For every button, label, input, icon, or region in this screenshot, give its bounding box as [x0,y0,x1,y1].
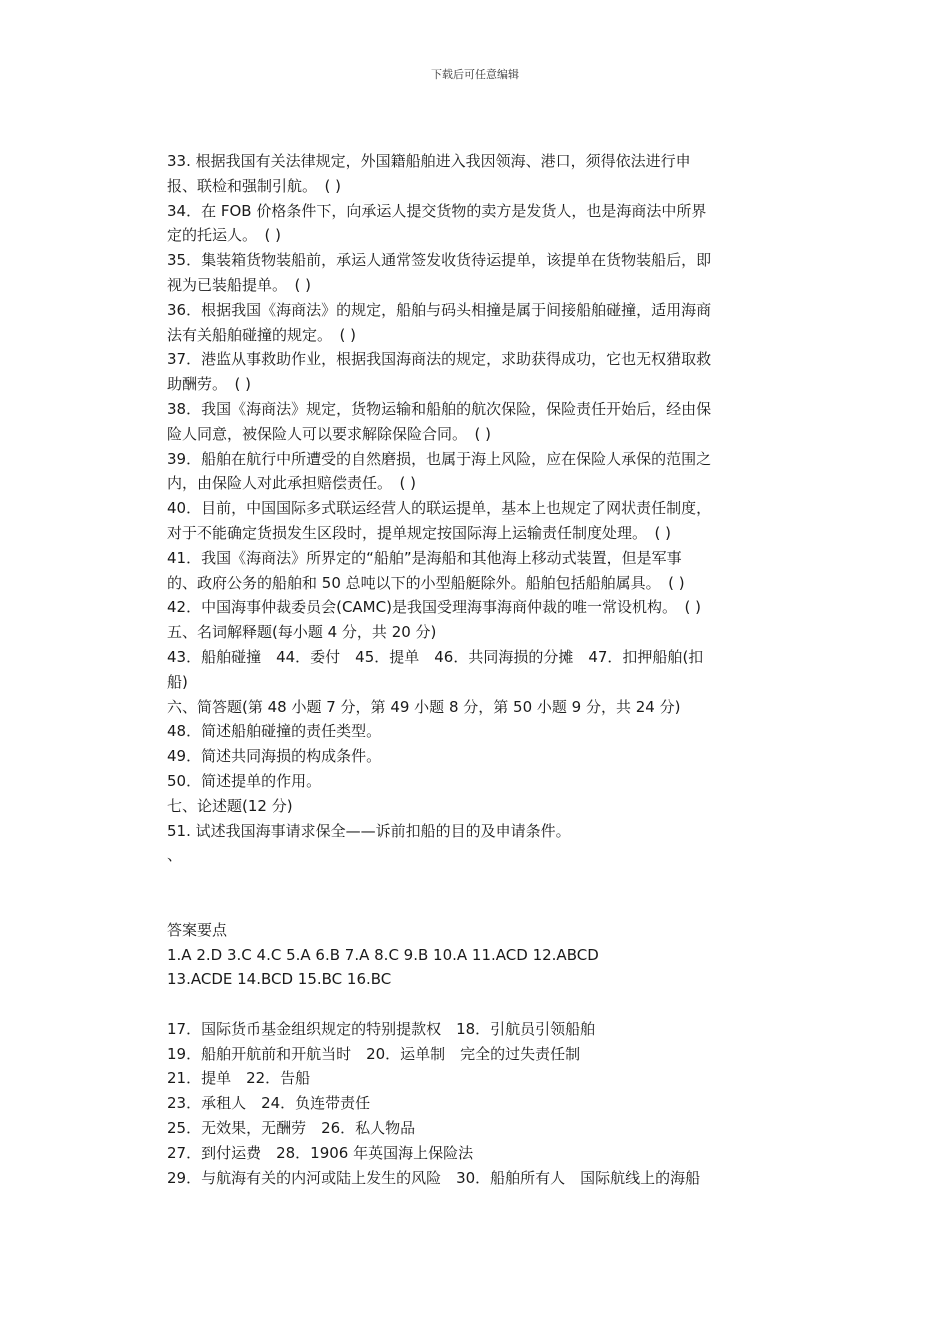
blank-line [167,868,787,893]
text-line: 39．船舶在航行中所遭受的自然磨损，也属于海上风险，应在保险人承保的范围之 [167,449,712,468]
text-line: 38．我国《海商法》规定，货物运输和船舶的航次保险，保险责任开始后，经由保 [167,399,712,418]
text-line: 42．中国海事仲裁委员会(CAMC)是我国受理海事海商仲裁的唯一常设机构。 ( ) [167,598,701,617]
page-header: 下载后可任意编辑 [431,68,519,81]
text-line: 17．国际货币基金组织规定的特别提款权 18．引航员引领船舶 [167,1019,596,1038]
text-line: 35．集装箱货物装船前，承运人通常签发收货待运提单，该提单在货物装船后，即 [167,251,712,270]
text-line: 25．无效果，无酬劳 26．私人物品 [167,1119,416,1138]
text-line: 、 [167,846,183,865]
text-line: 助酬劳。 ( ) [167,375,251,394]
text-line: 船) [167,672,188,691]
text-line: 48．简述船舶碰撞的责任类型。 [167,722,382,741]
text-line: 34．在 FOB 价格条件下，向承运人提交货物的卖方是发货人，也是海商法中所界 [167,201,707,220]
text-line: 六、简答题(第 48 小题 7 分，第 49 小题 8 分，第 50 小题 9 分，共 24 分) [167,697,681,716]
text-line: 19．船舶开航前和开航当时 20．运单制 完全的过失责任制 [167,1044,581,1063]
text-line: 内，由保险人对此承担赔偿责任。 ( ) [167,474,416,493]
document-body [167,149,787,1190]
text-line: 答案要点 [167,920,228,939]
text-line: 1.A 2.D 3.C 4.C 5.A 6.B 7.A 8.C 9.B 10.A 11.ACD 12.ABCD [167,945,599,964]
text-line: 定的托运人。 ( ) [167,226,281,245]
text-line: 报、联检和强制引航。 ( ) [167,176,341,195]
text-line: 36．根据我国《海商法》的规定，船舶与码头相撞是属于间接船舶碰撞，适用海商 [167,300,712,319]
text-line: 37．港监从事救助作业，根据我国海商法的规定，求助获得成功，它也无权猎取救 [167,350,712,369]
text-line: 险人同意，被保险人可以要求解除保险合同。 ( ) [167,424,491,443]
text-line: 23．承租人 24．负连带责任 [167,1094,371,1113]
text-line: 40．目前，中国国际多式联运经营人的联运提单，基本上也规定了网状责任制度， [167,499,712,518]
text-line: 41．我国《海商法》所界定的“船舶”是海船和其他海上移动式装置，但是军事 [167,548,682,567]
blank-line [167,992,787,1017]
text-line: 33. 根据我国有关法律规定，外国籍船舶进入我因领海、港口，须得依法进行申 [167,152,691,170]
text-line: 49．简述共同海损的构成条件。 [167,747,382,766]
text-line: 43．船舶碰撞 44．委付 45．提单 46．共同海损的分摊 47．扣押船舶(扣 [167,647,704,666]
text-line: 五、名词解释题(每小题 4 分，共 20 分) [167,623,437,642]
text-line: 50．简述提单的作用。 [167,771,322,790]
text-line: 对于不能确定货损发生区段时，提单规定按国际海上运输责任制度处理。 ( ) [167,523,671,542]
text-line: 27．到付运费 28．1906 年英国海上保险法 [167,1143,474,1162]
text-line: 七、论述题(12 分) [167,796,293,815]
text-line: 视为已装船提单。 ( ) [167,275,311,294]
text-line: 13.ACDE 14.BCD 15.BC 16.BC [167,970,392,989]
text-line: 21．提单 22．告船 [167,1069,311,1088]
text-line: 法有关船舶碰撞的规定。 ( ) [167,325,356,344]
blank-line [167,893,787,918]
text-line: 29．与航海有关的内河或陆上发生的风险 30．船舶所有人 国际航线上的海船 [167,1168,701,1187]
text-line: 的、政府公务的船舶和 50 总吨以下的小型船艇除外。船舶包括船舶属具。 ( ) [167,573,685,592]
text-line: 51. 试述我国海事请求保全——诉前扣船的目的及申请条件。 [167,821,571,840]
